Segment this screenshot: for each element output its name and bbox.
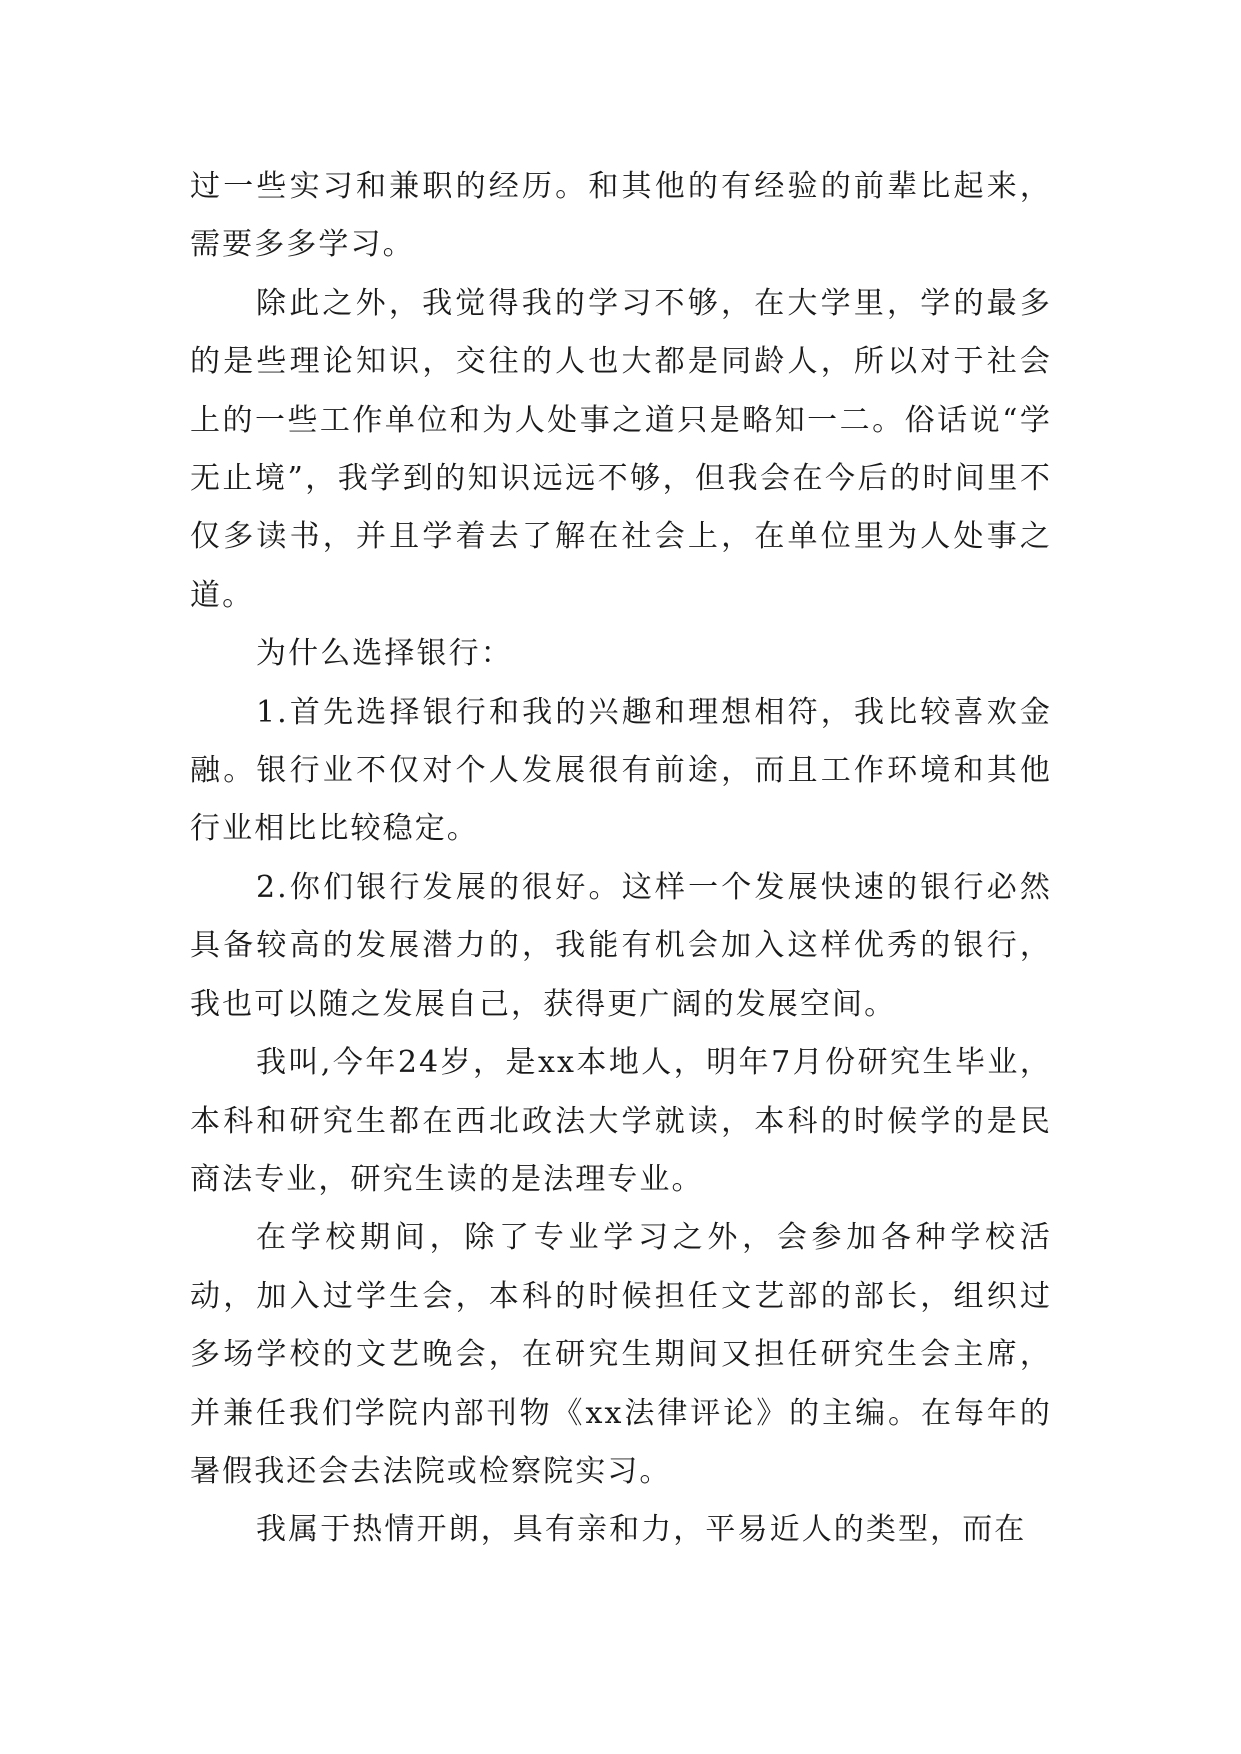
- paragraph-self-intro: 我叫,今年24岁，是xx本地人，明年7月份研究生毕业，本科和研究生都在西北政法大学就读，本科的时候学的是民商法专业，研究生读的是法理专业。: [190, 1045, 1052, 1197]
- paragraph-reason-1: 1.首先选择银行和我的兴趣和理想相符，我比较喜欢金融。银行业不仅对个人发展很有前途，而且工作环境和其他行业相比比较稳定。: [190, 694, 1052, 847]
- paragraph-personality: 我属于热情开朗，具有亲和力，平易近人的类型，而在: [256, 1512, 1027, 1548]
- paragraph-reason-2: 2.你们银行发展的很好。这样一个发展快速的银行必然具备较高的发展潜力的，我能有机会加入这样优秀的银行，我也可以随之发展自己，获得更广阔的发展空间。: [190, 869, 1052, 1022]
- document-page: [190, 158, 1052, 1560]
- paragraph-learning: 除此之外，我觉得我的学习不够，在大学里，学的最多的是些理论知识，交往的人也大都是同龄人，所以对于社会上的一些工作单位和为人处事之道只是略知一二。俗话说“学无止境”，我学到的知识远远不够，但我会在今后的时间里不仅多读书，并且学着去了解在社会上，在单位里为人处事之道。: [190, 285, 1052, 613]
- paragraph-school-activities: 在学校期间，除了专业学习之外，会参加各种学校活动，加入过学生会，本科的时候担任文艺部的部长，组织过多场学校的文艺晚会，在研究生期间又担任研究生会主席，并兼任我们学院内部刊物《xx法律评论》的主编。在每年的暑假我还会去法院或检察院实习。: [190, 1220, 1052, 1489]
- paragraph-continued: 过一些实习和兼职的经历。和其他的有经验的前辈比起来，需要多多学习。: [190, 169, 1052, 263]
- paragraph-why-bank-heading: 为什么选择银行：: [256, 636, 513, 672]
